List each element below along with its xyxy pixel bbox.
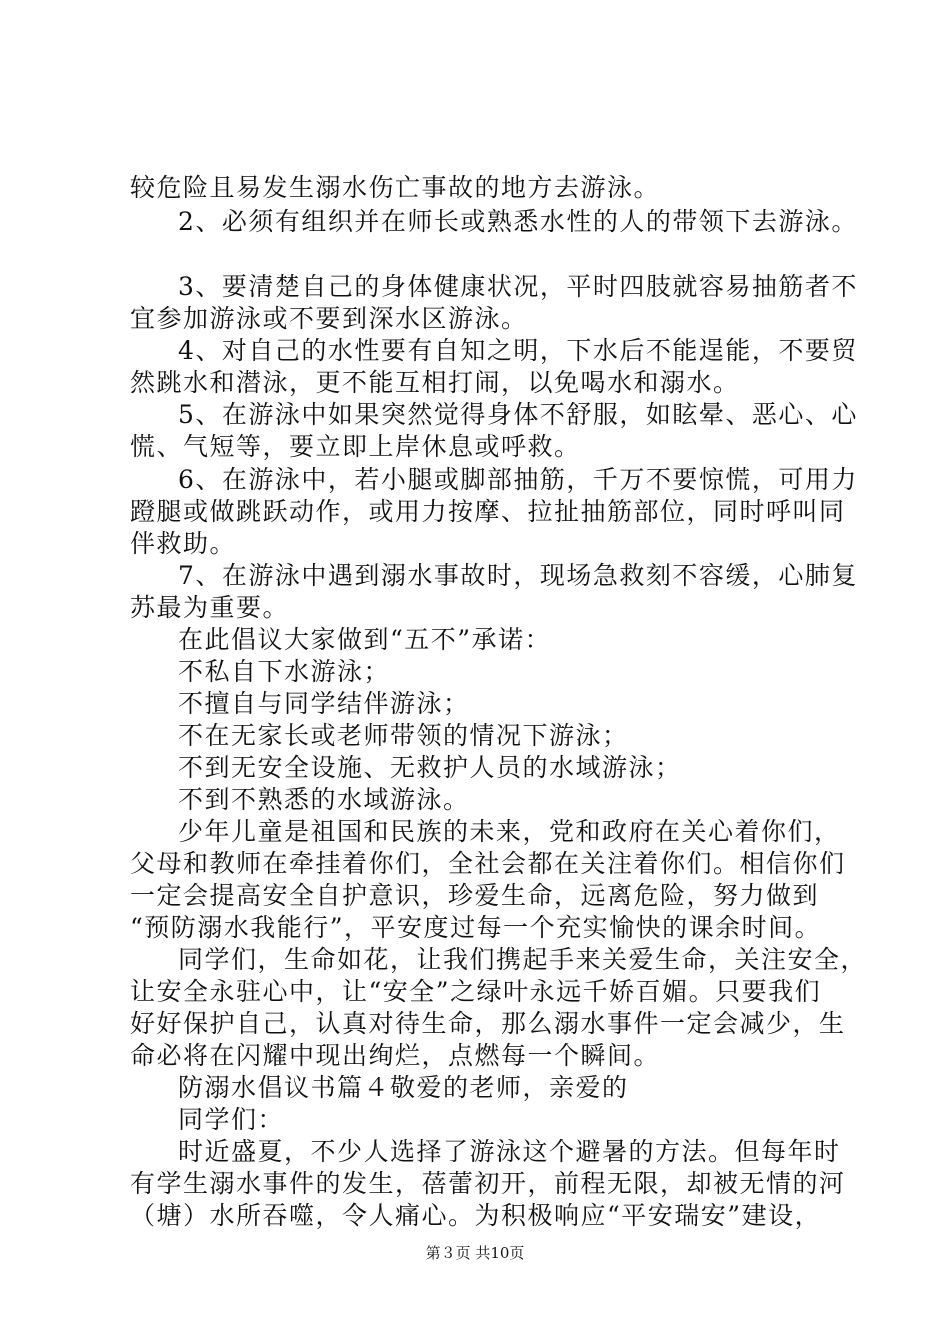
text-line: 7、在游泳中遇到溺水事故时，现场急救刻不容缓，心肺复 xyxy=(178,561,858,590)
text-line: 不到无安全设施、无救护人员的水域游泳； xyxy=(178,753,682,782)
text-line: 时近盛夏，不少人选择了游泳这个避暑的方法。但每年时 xyxy=(178,1137,841,1166)
text-line: （塘）水所吞噬，令人痛心。为积极响应“平安瑞安”建设， xyxy=(130,1201,822,1230)
text-line: 蹬腿或做跳跃动作，或用力按摩、拉扯抽筋部位，同时呼叫同 xyxy=(130,497,846,526)
text-line: 父母和教师在牵挂着你们，全社会都在关注着你们。相信你们 xyxy=(130,849,846,878)
text-line: 不在无家长或老师带领的情况下游泳； xyxy=(178,721,629,750)
text-line: 一定会提高安全自护意识，珍爱生命，远离危险，努力做到 xyxy=(130,881,820,910)
text-line: 然跳水和潜泳，更不能互相打闹，以免喝水和溺水。 xyxy=(130,368,740,397)
text-line: 防溺水倡议书篇４敬爱的老师，亲爱的 xyxy=(178,1073,629,1102)
text-line: 不到不熟悉的水域游泳。 xyxy=(178,785,470,814)
text-line: 不擅自与同学结伴游泳； xyxy=(178,689,470,718)
text-line: 伴救助。 xyxy=(130,529,237,558)
text-line: 不私自下水游泳； xyxy=(178,657,391,686)
text-line: 让安全永驻心中，让“安全”之绿叶永远千娇百媚。只要我们 xyxy=(130,977,822,1006)
text-line: 同学们，生命如花，让我们携起手来关爱生命，关注安全， xyxy=(178,945,868,974)
text-line: 同学们： xyxy=(178,1105,285,1134)
text-line: 较危险且易发生溺水伤亡事故的地方去游泳。 xyxy=(130,173,661,202)
text-line: 有学生溺水事件的发生，蓓蕾初开，前程无限，却被无情的河 xyxy=(130,1169,846,1198)
text-line: 6、在游泳中，若小腿或脚部抽筋，千万不要惊慌，可用力 xyxy=(178,465,858,494)
text-line: 2、必须有组织并在师长或熟悉水性的人的带领下去游泳。 xyxy=(178,207,858,236)
text-line: 在此倡议大家做到“五不”承诺： xyxy=(178,625,552,654)
text-line: 宜参加游泳或不要到深水区游泳。 xyxy=(130,304,528,333)
text-line: 慌、气短等，要立即上岸休息或呼救。 xyxy=(130,432,581,461)
text-line: 少年儿童是祖国和民族的未来，党和政府在关心着你们， xyxy=(178,817,841,846)
text-line: 命必将在闪耀中现出绚烂，点燃每一个瞬间。 xyxy=(130,1041,661,1070)
text-line: “预防溺水我能行”，平安度过每一个充实愉快的课余时间。 xyxy=(130,913,822,942)
text-line: 5、在游泳中如果突然觉得身体不舒服，如眩晕、恶心、心 xyxy=(178,400,858,429)
text-line: 4、对自己的水性要有自知之明，下水后不能逞能，不要贸 xyxy=(178,336,858,365)
text-line: 3、要清楚自己的身体健康状况，平时四肢就容易抽筋者不 xyxy=(178,272,858,301)
text-line: 苏最为重要。 xyxy=(130,593,290,622)
page-footer: 第３页 共10页 xyxy=(425,1244,525,1262)
text-line: 好好保护自己，认真对待生命，那么溺水事件一定会减少，生 xyxy=(130,1009,846,1038)
